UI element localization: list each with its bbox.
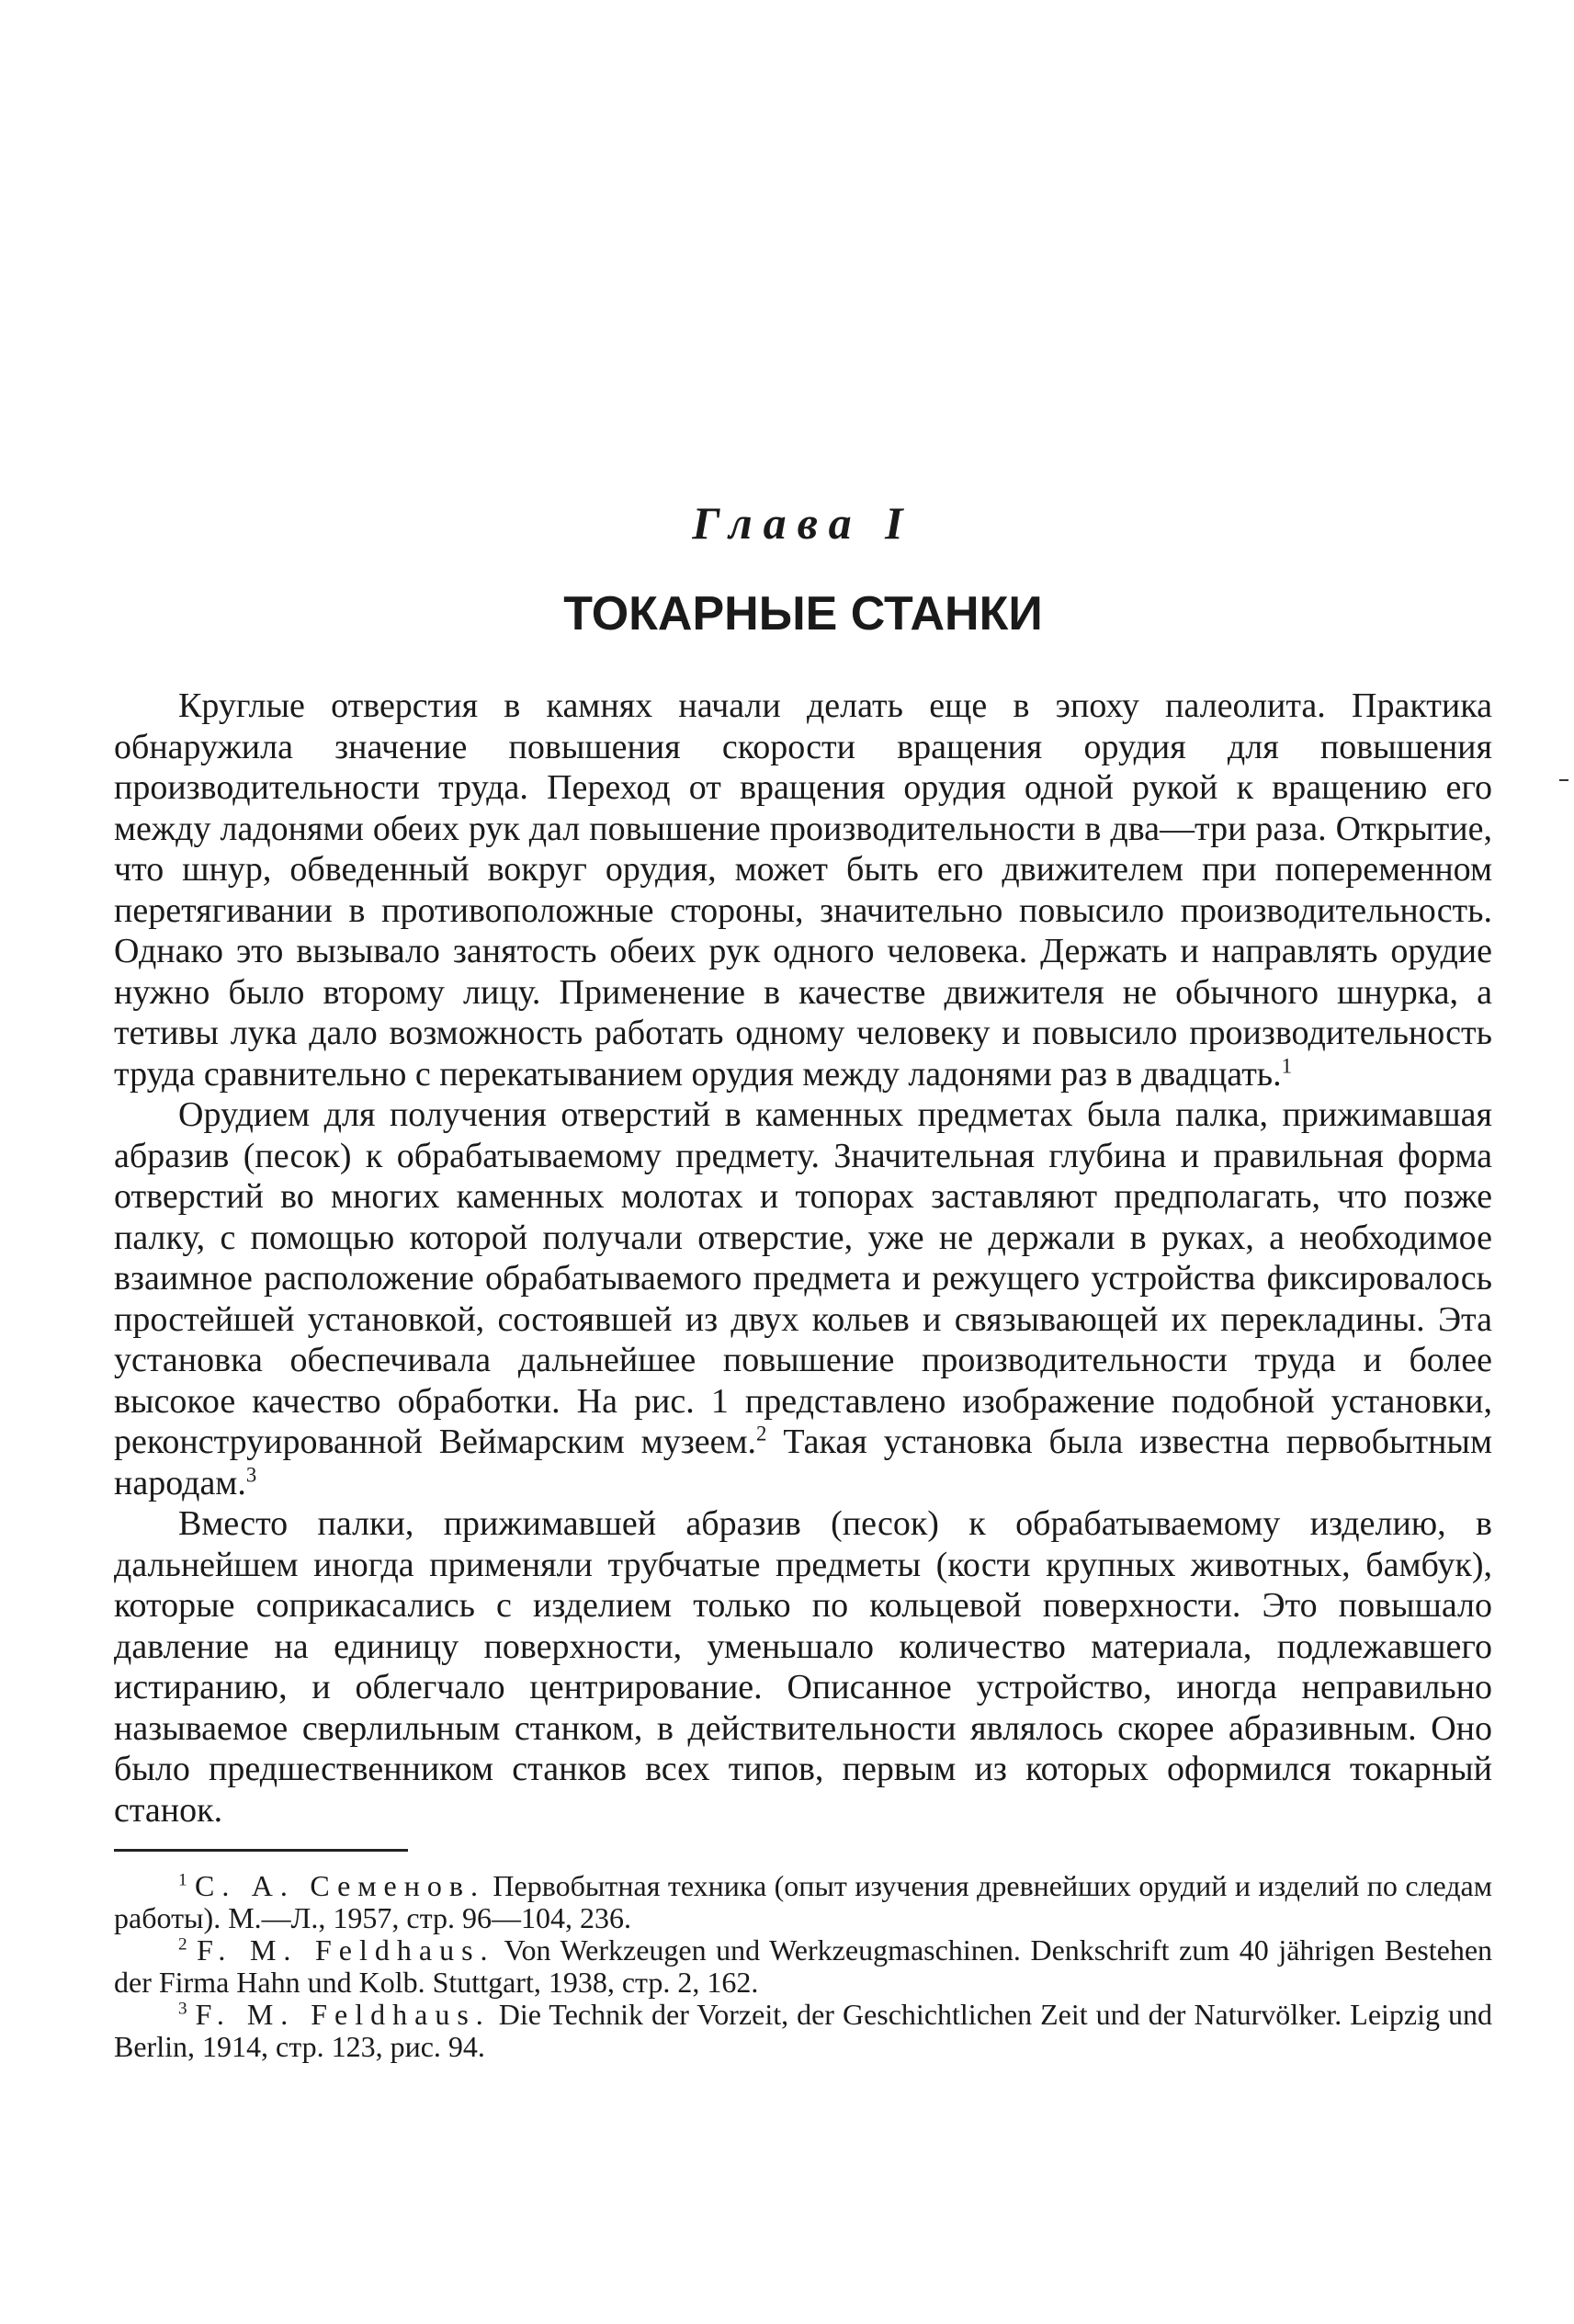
footnote-2 (114, 1934, 1492, 1999)
footnote-text: Von Werkzeugen und Werkzeugmaschinen. Denkschrift zum 40 jährigen Bestehen der Firma Hahn und Kolb. Stuttgart, 1938, стр. 2, 162. (114, 1933, 1493, 1999)
paragraph-2 (114, 1094, 1492, 1503)
paragraph-3 (114, 1503, 1492, 1831)
paragraph-text: Круглые отверстия в камнях начали делать еще в эпоху палеолита. Практика обнаружила значение повышения скорости вращения орудия для повышения производительности труда. Переход от вращения орудия одной рукой к вращению его между ладонями обеих рук дал повышение производительности в два—три раза. Открытие, что шнур, обведенный вокруг орудия, может быть его движителем при попеременном перетягивании в противоположные стороны, значительно повысило производительность. Однако это вызывало занятость обеих рук одного человека. Держать и направлять орудие нужно было второму лицу. Применение в качестве движителя не обычного шнурка, а тетивы лука дало возможность работать одному человеку и повысило производительность труда сравнительно с перекатыванием орудия между ладонями раз в двадцать. (114, 686, 1492, 1094)
page-content (114, 496, 1492, 2063)
footnote-ref-1: 1 (1281, 1053, 1293, 1077)
footnote-number: 2 (178, 1934, 187, 1955)
footnote-author: F. M. Feldhaus. (195, 1998, 491, 2031)
footnote-ref-3: 3 (245, 1462, 257, 1486)
margin-mark (1559, 779, 1568, 781)
footnote-text: Первобытная техника (опыт изучения древнейших орудий и изделий по следам работы). М.—Л., 1957, стр. 96—104, 236. (114, 1869, 1493, 1934)
footnote-3 (114, 1999, 1492, 2063)
paragraph-1 (114, 686, 1492, 1094)
footnote-text: Die Technik der Vorzeit, der Geschichtlichen Zeit und der Naturvölker. Leipzig und Berlin, 1914, стр. 123, рис. 94. (114, 1998, 1493, 2063)
paragraph-text: Вместо палки, прижимавшей абразив (песок) к обрабатываемому изделию, в дальнейшем иногда применяли трубчатые предметы (кости крупных животных, бамбук), которые соприкасались с изделием только по кольцевой поверхности. Это повышало давление на единицу поверхности, уменьшало количество материала, подлежавшего истиранию, и облегчало центрирование. Описанное устройство, иногда неправильно называемое сверлильным станком, в действительности являлось скорее абразивным. Оно было предшественником станков всех типов, первым из которых оформился токарный станок. (114, 1504, 1492, 1830)
footnote-divider (114, 1849, 408, 1852)
footnote-number: 1 (178, 1870, 187, 1890)
footnote-number: 3 (178, 1999, 187, 2019)
footnote-1 (114, 1870, 1492, 1934)
paragraph-text: Орудием для получения отверстий в каменных предметах была палка, прижимавшая абразив (песок) к обрабатываемому предмету. Значительная глубина и правильная форма отверстий во многих каменных молотах и топорах заставляют предполагать, что позже палку, с помощью которой получали отверстие, уже не держали в руках, а необходимое взаимное расположение обрабатываемого предмета и режущего устройства фиксировалось простейшей установкой, состоявшей из двух кольев и связывающей их перекладины. Эта установка обеспечивала дальнейшее повышение производительности труда и более высокое качество обработки. На рис. 1 представлено изображение подобной установки, реконструированной Веймарским музеем. (114, 1095, 1492, 1461)
chapter-label: Глава I (692, 497, 914, 549)
footnote-ref-2: 2 (756, 1422, 767, 1445)
footnote-author: С. А. Семенов. (195, 1869, 485, 1902)
footnote-author: F. M. Feldhaus. (197, 1933, 495, 1967)
chapter-title: ТОКАРНЫЕ СТАНКИ (563, 587, 1043, 641)
paragraph-text: Такая установка была известна первобытным народам. (114, 1423, 1492, 1502)
